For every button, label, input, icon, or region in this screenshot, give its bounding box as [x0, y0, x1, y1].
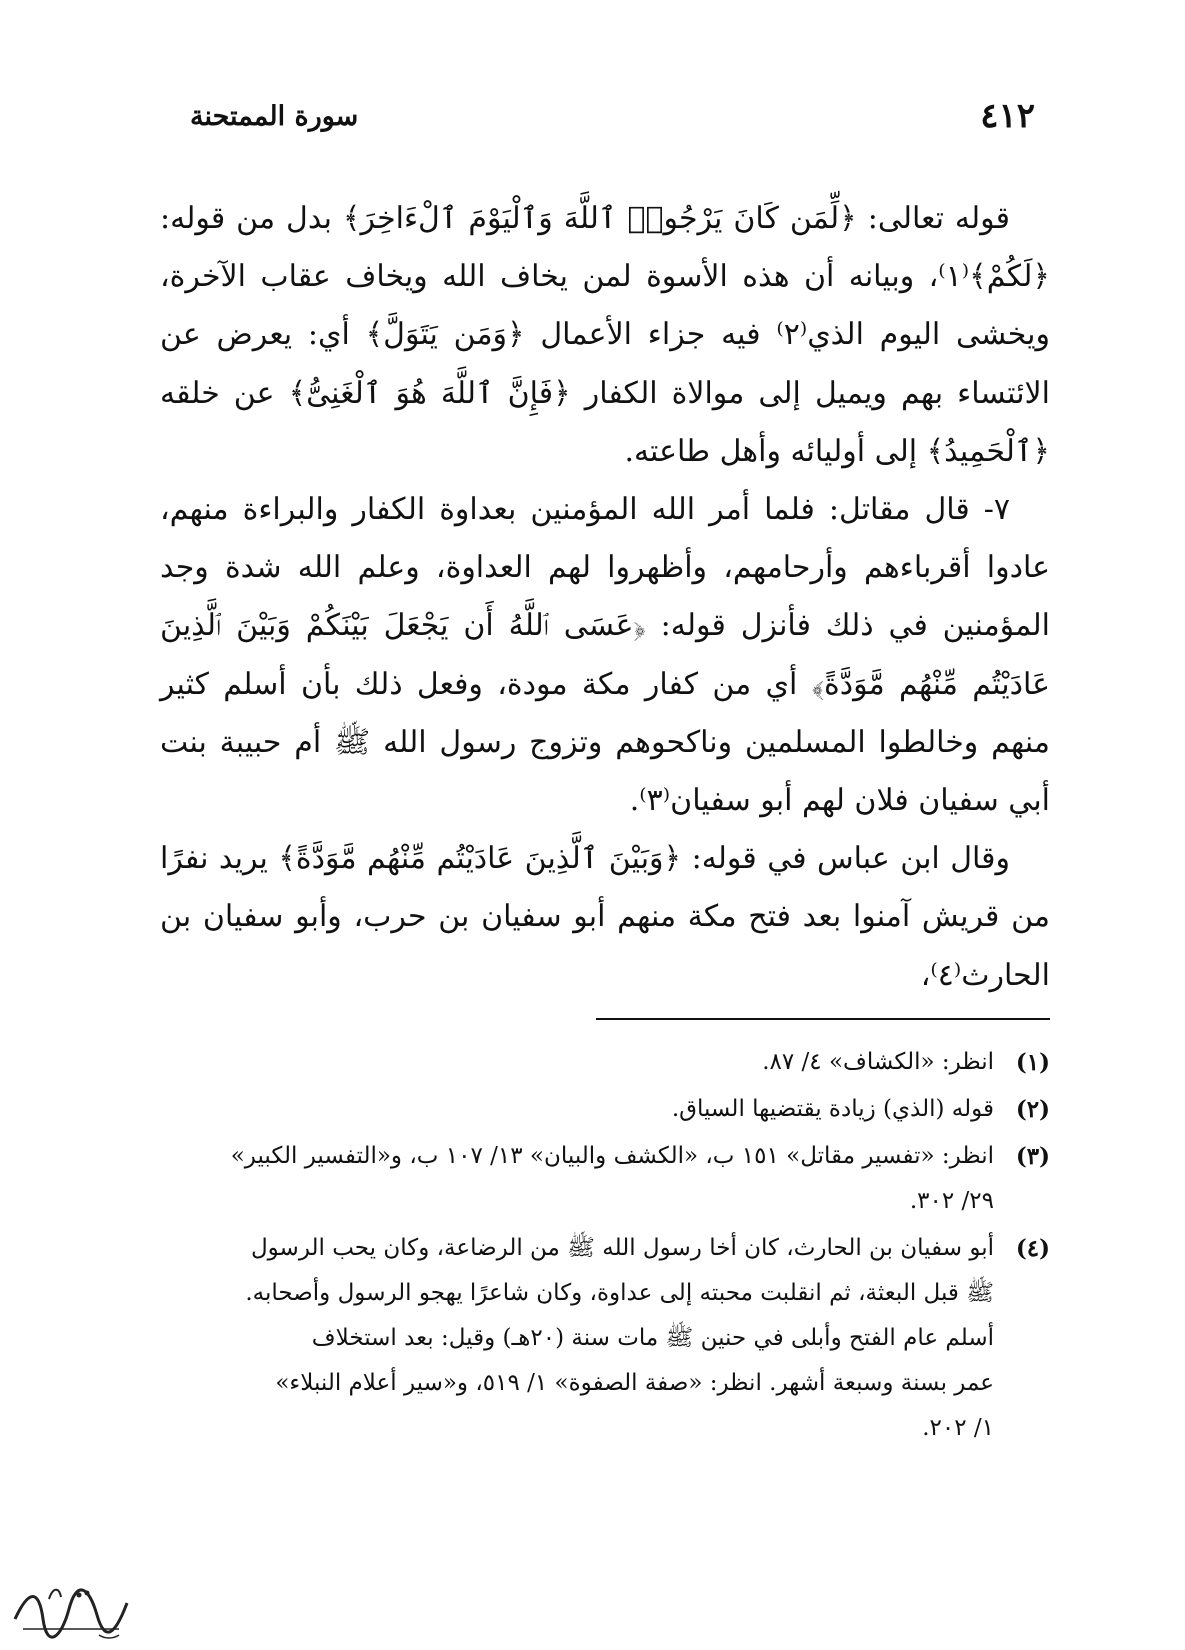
footnote-line: ﷺ قبل البعثة، ثم انقلبت محبته إلى عداوة، وكان شاعرًا يهجو الرسول وأصحابه. — [245, 1280, 994, 1306]
footnote-text — [160, 1040, 994, 1085]
footnote-2 — [160, 1087, 1050, 1132]
footnote-line: عمر بسنة وسبعة أشهر. انظر: «صفة الصفوة» ١/ ٥١٩، و«سير أعلام النبلاء» — [275, 1370, 994, 1396]
footnote-line: انظر: «تفسير مقاتل» ١٥١ ب، «الكشف والبيان» ١٣/ ١٠٧ ب، و«التفسير الكبير» — [230, 1143, 994, 1169]
footnote-number: (١) — [1015, 1049, 1050, 1076]
page-header — [190, 96, 1035, 136]
footnote-number: (٤) — [1015, 1235, 1050, 1262]
footnote-1 — [160, 1040, 1050, 1085]
footnote-separator — [596, 1018, 1050, 1020]
footnote-line: انظر: «الكشاف» ٤/ ٨٧. — [762, 1049, 994, 1075]
footnote-3 — [160, 1134, 1050, 1224]
footnote-number: (٣) — [1015, 1143, 1050, 1170]
footnote-text — [160, 1087, 994, 1132]
footnote-text — [160, 1226, 994, 1451]
main-text — [160, 190, 1050, 1005]
footnote-line: قوله (الذي) زيادة يقتضيها السياق. — [671, 1096, 994, 1122]
page-number: ٤١٢ — [980, 96, 1035, 136]
paragraph-1: قوله تعالى: ﴿لِّمَن كَانَ يَرْجُوا۟ ٱللَّهَ وَٱلْيَوْمَ ٱلْءَاخِرَ﴾ بدل من قوله: ﴿لَكُمْ﴾⁽١⁾، وبيانه أن هذه الأسوة لمن يخاف الله ويخاف عقاب الآخرة، ويخشى اليوم الذي⁽٢⁾ فيه جزاء الأعمال ﴿وَمَن يَتَوَلَّ﴾ أي: يعرض عن الائتساء بهم ويميل إلى موالاة الكفار ﴿فَإِنَّ ٱللَّهَ هُوَ ٱلْغَنِىُّ﴾ عن خلقه ﴿ٱلْحَمِيدُ﴾ إلى أوليائه وأهل طاعته. — [160, 201, 1051, 469]
footnote-4 — [160, 1226, 1050, 1451]
footnote-line: أسلم عام الفتح وأبلى في حنين ﷺ مات سنة (٢٠هـ) وقيل: بعد استخلاف — [311, 1325, 994, 1351]
footnote-line: أبو سفيان بن الحارث، كان أخا رسول الله ﷺ من الرضاعة، وكان يحب الرسول — [250, 1235, 994, 1261]
footnote-text — [160, 1134, 994, 1224]
calligraphy-logo-icon — [9, 1579, 133, 1643]
footnote-line: ١/ ٢٠٢. — [922, 1415, 994, 1441]
footnotes — [160, 1040, 1050, 1453]
surah-title: سورة الممتحنة — [190, 100, 359, 132]
footnote-number: (٢) — [1015, 1096, 1050, 1123]
footnote-line: ٢٩/ ٣٠٢. — [909, 1188, 994, 1214]
publisher-logo-icon — [8, 1578, 134, 1644]
paragraph-3: وقال ابن عباس في قوله: ﴿وَبَيْنَ ٱلَّذِينَ عَادَيْتُم مِّنْهُم مَّوَدَّةً﴾ يريد نفرًا من قريش آمنوا بعد فتح مكة منهم أبو سفيان بن حرب، وأبو سفيان بن الحارث⁽٤⁾، — [160, 841, 1050, 993]
paragraph-2: ٧- قال مقاتل: فلما أمر الله المؤمنين بعداوة الكفار والبراءة منهم، عادوا أقرباءهم وأرحامهم، وأظهروا لهم العداوة، وعلم الله شدة وجد المؤمنين في ذلك فأنزل قوله: ﴿عَسَى ٱللَّهُ أَن يَجْعَلَ بَيْنَكُمْ وَبَيْنَ ٱلَّذِينَ عَادَيْتُم مِّنْهُم مَّوَدَّةً﴾ أي من كفار مكة مودة، وفعل ذلك بأن أسلم كثير منهم وخالطوا المسلمين وناكحوهم وتزوج رسول الله ﷺ أم حبيبة بنت أبي سفيان فلان لهم أبو سفيان⁽٣⁾. — [160, 492, 1050, 819]
